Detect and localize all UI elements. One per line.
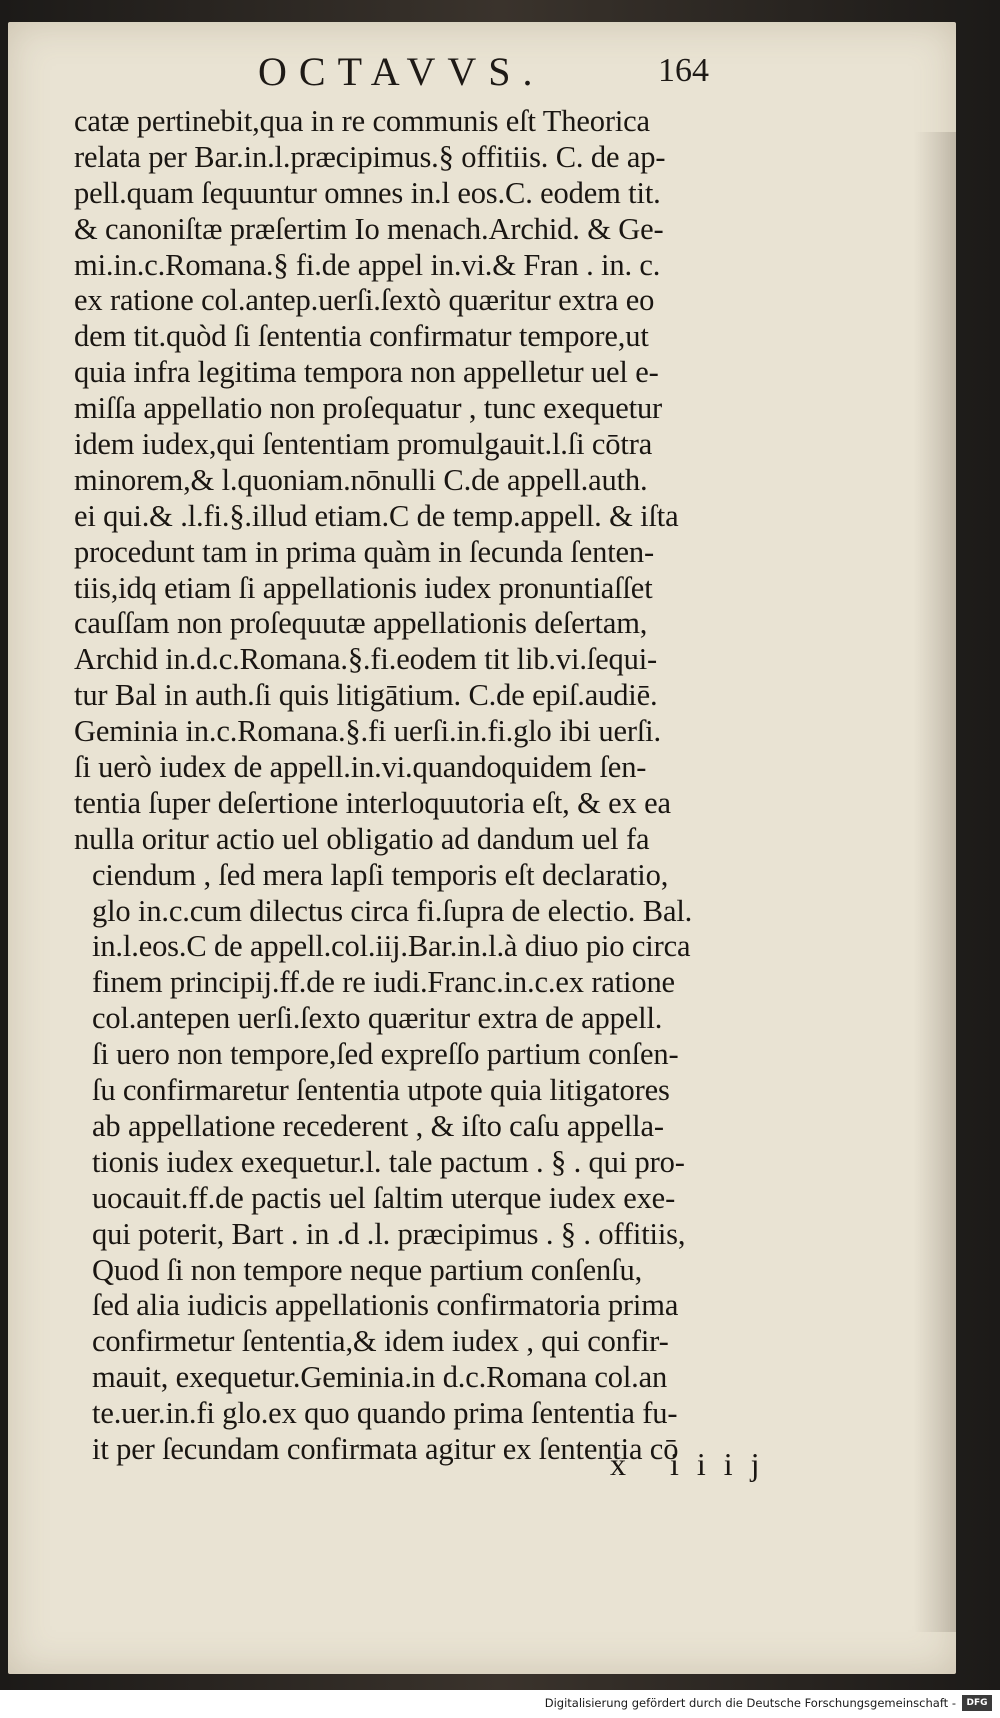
text-line: Quod ſi non tempore neque partium conſenſu, <box>92 1252 643 1287</box>
text-line: glo in.c.cum dilectus circa fi.ſupra de electio. Bal. <box>92 893 693 928</box>
text-line: dem tit.quòd ſi ſententia confirmatur tempore,ut <box>74 319 649 354</box>
text-line: it per ſecundam confirmata agitur ex ſententia cō <box>92 1431 679 1466</box>
text-line: quia infra legitima tempora non appelletur uel e- <box>74 355 659 390</box>
text-line: ciendum , ſed mera lapſi temporis eſt declaratio, <box>92 857 669 892</box>
text-line: te.uer.in.fi glo.ex quo quando prima ſententia fu- <box>92 1396 678 1431</box>
text-line: mi.in.c.Romana.§ fi.de appel in.vi.& Fran . in. c. <box>74 247 661 282</box>
text-line: confirmetur ſententia,& idem iudex , qui confir- <box>92 1324 669 1359</box>
text-line: uocauit.ff.de pactis uel ſaltim uterque iudex exe- <box>92 1180 676 1215</box>
text-line: tentia ſuper deſertione interloquutoria eſt, & ex ea <box>74 785 671 820</box>
text-line: ſi uero non tempore,ſed expreſſo partium conſen- <box>92 1037 679 1072</box>
text-line: catæ pertinebit,qua in re communis eſt Theorica <box>74 104 650 138</box>
funding-credit: Digitalisierung gefördert durch die Deutsche Forschungsgemeinschaft - <box>544 1696 956 1710</box>
text-line: Archid in.d.c.Romana.§.fi.eodem tit lib.vi.ſequi- <box>74 642 658 677</box>
text-line: pell.quam ſequuntur omnes in.l eos.C. eodem tit. <box>74 175 661 210</box>
text-line: ſed alia iudicis appellationis confirmatoria prima <box>92 1288 679 1323</box>
text-line: ſi uerò iudex de appell.in.vi.quandoquidem ſen- <box>74 750 647 785</box>
text-line: qui poterit, Bart . in .d .l. præcipimus . § . offitiis, <box>92 1216 686 1251</box>
text-line: finem principij.ff.de re iudi.Franc.in.c.ex ratione <box>92 965 675 1000</box>
book-page <box>8 22 956 1674</box>
page-header <box>8 48 956 108</box>
text-line: & canoniſtæ præſertim Io menach.Archid. & Ge- <box>74 211 664 246</box>
text-line: tiis,idq etiam ſi appellationis iudex pronuntiaſſet <box>74 570 653 605</box>
digitization-footer <box>0 1690 1000 1718</box>
text-line: tur Bal in auth.ſi quis litigātium. C.de epiſ.audiē. <box>74 678 658 713</box>
text-line: cauſſam non proſequutæ appellationis deſertam, <box>74 606 648 641</box>
text-line: mauit, exequetur.Geminia.in d.c.Romana col.an <box>92 1360 668 1395</box>
text-line: miſſa appellatio non proſequatur , tunc exequetur <box>74 391 663 426</box>
page-edge-shadow <box>914 132 956 1632</box>
text-line: ab appellatione recederent , & iſto caſu appella- <box>92 1108 664 1143</box>
folio-number: 164 <box>658 52 709 89</box>
text-line: relata per Bar.in.l.præcipimus.§ offitiis. C. de ap- <box>74 139 666 174</box>
text-line: nulla oritur actio uel obligatio ad dandum uel fa <box>74 821 650 856</box>
text-line: in.l.eos.C de appell.col.iij.Bar.in.l.à diuo pio circa <box>92 929 691 964</box>
text-line: Geminia in.c.Romana.§.fi uerſi.in.fi.glo ibi uerſi. <box>74 714 661 749</box>
dfg-logo: DFG <box>962 1695 992 1711</box>
text-line: ei qui.& .l.fi.§.illud etiam.C de temp.appell. & iſta <box>74 498 679 533</box>
text-line: ex ratione col.antep.uerſi.ſextò quæritur extra eo <box>74 283 655 318</box>
text-line: tionis iudex exequetur.l. tale pactum . § . qui pro- <box>92 1144 685 1179</box>
text-line: idem iudex,qui ſententiam promulgauit.l.ſi cōtra <box>74 427 653 462</box>
running-title: OCTAVVS. <box>258 49 545 94</box>
text-line: col.antepen uerſi.ſexto quæritur extra de appell. <box>92 1001 663 1036</box>
signature-mark: x iiij <box>610 1446 778 1482</box>
body-text <box>74 104 774 1468</box>
text-line: ſu confirmaretur ſententia utpote quia litigatores <box>92 1073 670 1108</box>
text-line: procedunt tam in prima quàm in ſecunda ſenten- <box>74 534 655 569</box>
text-line: minorem,& l.quoniam.nōnulli C.de appell.auth. <box>74 462 648 497</box>
